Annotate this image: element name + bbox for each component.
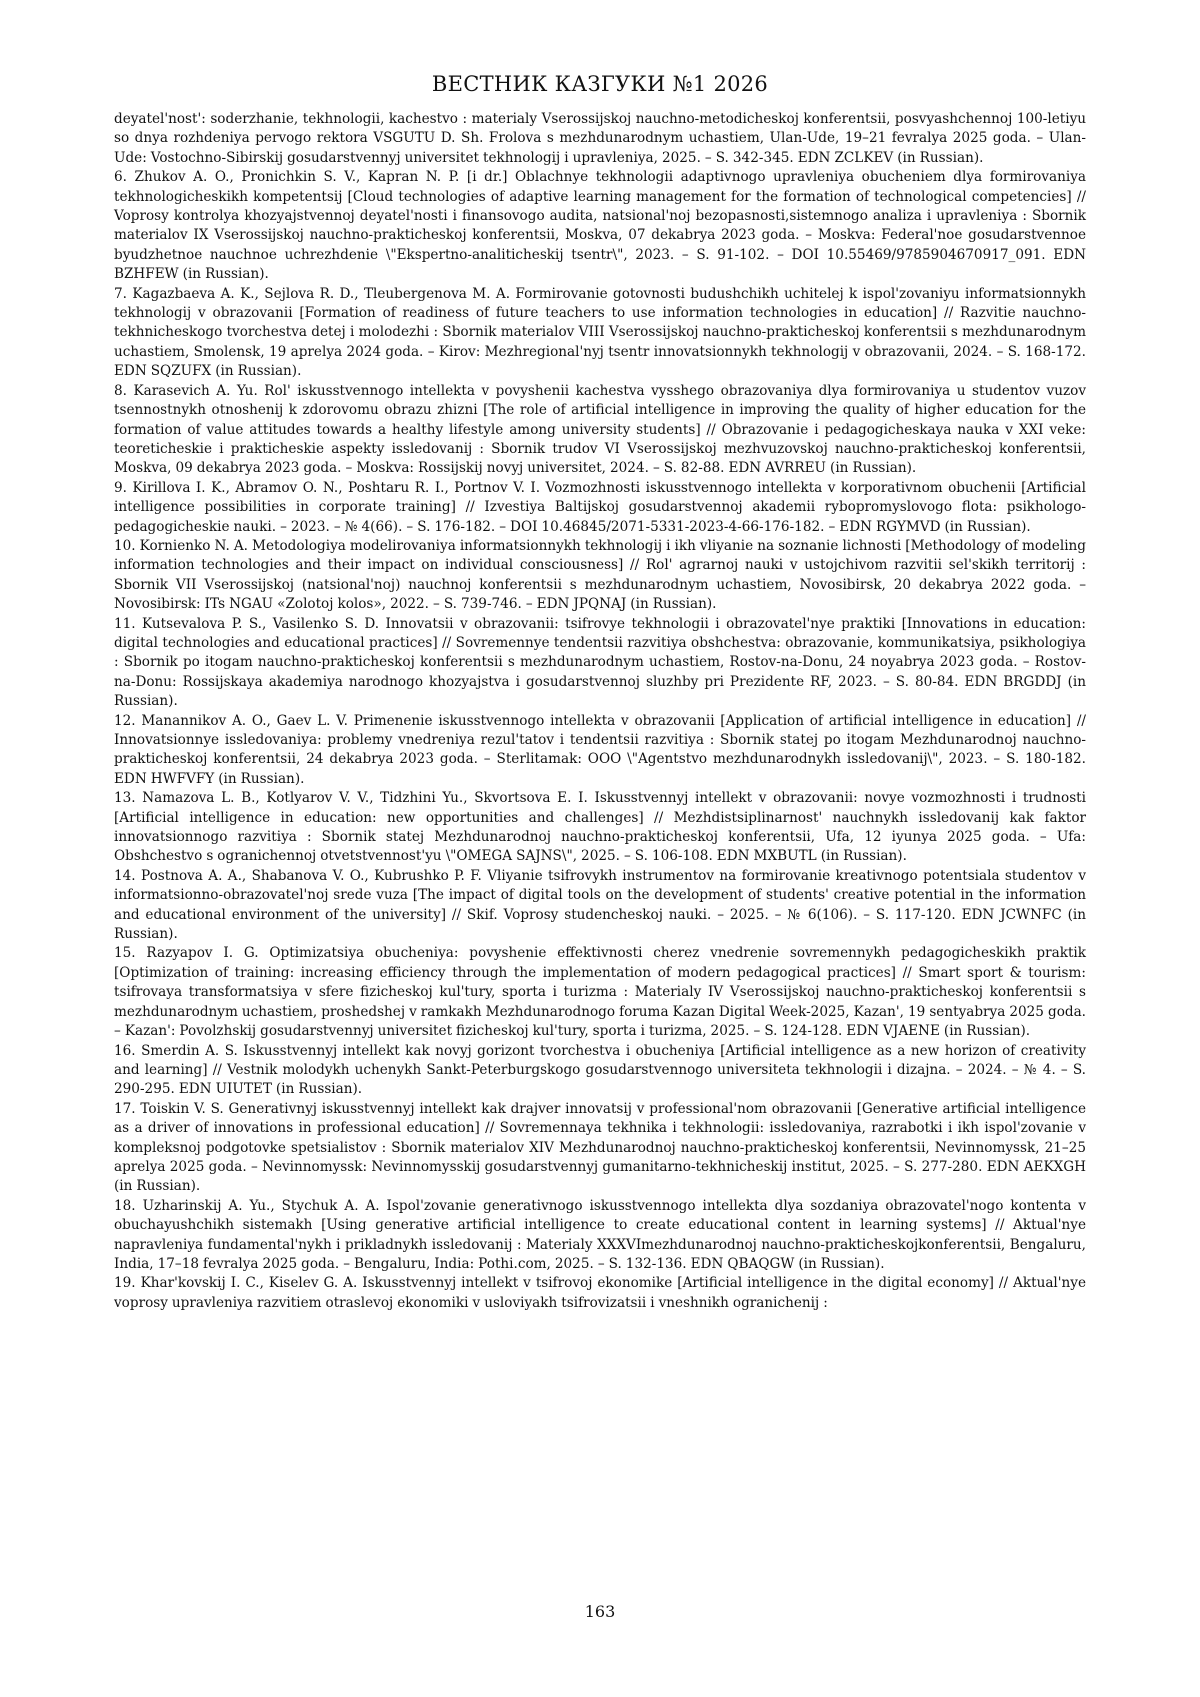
reference-item: 16. Smerdin A. S. Iskusstvennyj intellekt kak novyj gorizont tvorchestva i obucheniya [Artificial intelligence as a new horizon of creativity and learning] // Vestnik molodykh uchenykh Sankt-Peterburgskogo gosudarstvennogo universiteta tekhnologii i dizajna. – 2024. – № 4. – S. 290-295. EDN UIUTET (in Russian). bbox=[114, 1042, 1086, 1098]
reference-item: 19. Khar'kovskij I. C., Kiselev G. A. Iskusstvennyj intellekt v tsifrovoj ekonomike [Artificial intelligence in the digital economy] // Aktual'nye voprosy upravleniya razvitiem otraslevoj ekonomiki v usloviyakh tsifrovizatsii i vneshnikh ogranichenij : bbox=[114, 1275, 1086, 1311]
reference-item: 11. Kutsevalova P. S., Vasilenko S. D. Innovatsii v obrazovanii: tsifrovye tekhnologii i obrazovatel'nye praktiki [Innovations in education: digital technologies and educational practices] // Sovremennye tendentsii razvitiya obshchestva: obrazovanie, kommunikatsiya, psikhologiya : Sbornik po itogam nauchno-prakticheskoj konferentsii s mezhdunarodnym uchastiem, Rostov-na-Donu, 24 noyabrya 2023 goda. – Rostov-na-Donu: Rossijskaya akademiya narodnogo khozyajstva i gosudarstvennoj sluzhby pri Prezidente RF, 2023. – S. 80-84. EDN BRGDDJ (in Russian). bbox=[114, 615, 1086, 710]
reference-item: 7. Kagazbaeva A. K., Sejlova R. D., Tleubergenova M. A. Formirovanie gotovnosti budushchikh uchitelej k ispol'zovaniyu informatsionnykh tekhnologij v obrazovanii [Formation of readiness of future teachers to use information technologies in education] // Razvitie nauchno-tekhnicheskogo tvorchestva detej i molodezhi : Sbornik materialov VIII Vserossijskoj nauchno-prakticheskoj konferentsii s mezhdunarodnym uchastiem, Smolensk, 19 aprelya 2024 goda. – Kirov: Mezhregional'nyj tsentr innovatsionnykh tekhnologij v obrazovanii, 2024. – S. 168-172. EDN SQZUFX (in Russian). bbox=[114, 285, 1086, 380]
reference-item: 14. Postnova A. A., Shabanova V. O., Kubrushko P. F. Vliyanie tsifrovykh instrumentov na formirovanie kreativnogo potentsiala studentov v informatsionno-obrazovatel'noj srede vuza [The impact of digital tools on the development of students' creative potential in the information and educational environment of the university] // Skif. Voprosy studencheskoj nauki. – 2025. – № 6(106). – S. 117-120. EDN JCWNFC (in Russian). bbox=[114, 867, 1086, 943]
journal-header: ВЕСТНИК КАЗГУКИ №1 2026 bbox=[431, 72, 769, 96]
reference-item: 13. Namazova L. B., Kotlyarov V. V., Tidzhini Yu., Skvortsova E. I. Iskusstvennyj intellekt v obrazovanii: novye vozmozhnosti i trudnosti [Artificial intelligence in education: new opportunities and challenges] // Mezhdistsiplinarnost' nauchnykh issledovanij kak faktor innovatsionnogo razvitiya : Sbornik statej Mezhdunarodnoj nauchno-prakticheskoj konferentsii, Ufa, 12 iyunya 2025 goda. – Ufa: Obshchestvo s ogranichennoj otvetstvennost'yu \"OMEGA SAJNS\", 2025. – S. 106-108. EDN MXBUTL (in Russian). bbox=[114, 790, 1086, 865]
reference-item: 18. Uzharinskij A. Yu., Stychuk A. A. Ispol'zovanie generativnogo iskusstvennogo intellekta dlya sozdaniya obrazovatel'nogo kontenta v obuchayushchikh sistemakh [Using generative artificial intelligence to create educational content in learning systems] // Aktual'nye napravleniya fundamental'nykh i prikladnykh issledovanij : Materialy XXXVImezhdunarodnoj nauchno-prakticheskojkonferentsii, Bengaluru, India, 17–18 fevralya 2025 goda. – Bengaluru, India: Pothi.com, 2025. – S. 132-136. EDN QBAQGW (in Russian). bbox=[114, 1197, 1086, 1272]
reference-item: 6. Zhukov A. O., Pronichkin S. V., Kapran N. P. [i dr.] Oblachnye tekhnologii adaptivnogo upravleniya obucheniem dlya formirovaniya tekhnologicheskikh kompetentsij [Cloud technologies of adaptive learning management for the formation of technological competencies] // Voprosy kontrolya khozyajstvennoj deyatel'nosti i finansovogo audita, natsional'noj bezopasnosti,sistemnogo analiza i upravleniya : Sbornik materialov IX Vserossijskoj nauchno-prakticheskoj konferentsii, Moskva, 07 dekabrya 2023 goda. – Moskva: Federal'noe gosudarstvennoe byudzhetnoe nauchnoe uchrezhdenie \"Ekspertno-analiticheskij tsentr\", 2023. – S. 91-102. – DOI 10.55469/9785904670917_091. EDN BZHFEW (in Russian). bbox=[114, 169, 1086, 283]
reference-item: 17. Toiskin V. S. Generativnyj iskusstvennyj intellekt kak drajver innovatsij v professional'nom obrazovanii [Generative artificial intelligence as a driver of innovations in professional education] // Sovremennaya tekhnika i tekhnologii: issledovaniya, razrabotki i ikh ispol'zovanie v kompleksnoj podgotovke spetsialistov : Sbornik materialov XIV Mezhdunarodnoj nauchno-prakticheskoj konferentsii, Nevinnomyssk, 21–25 aprelya 2025 goda. – Nevinnomyssk: Nevinnomysskij gosudarstvennyj gumanitarno-tekhnicheskij institut, 2025. – S. 277-280. EDN AEKXGH (in Russian). bbox=[114, 1100, 1086, 1195]
page-number: 163 bbox=[584, 1602, 616, 1621]
reference-item: deyatel'nost': soderzhanie, tekhnologii, kachestvo : materialy Vserossijskoj nauchno-metodicheskoj konferentsii, posvyashchennoj 100-letiyu so dnya rozhdeniya pervogo rektora VSGUTU D. Sh. Frolova s mezhdunarodnym uchastiem, Ulan-Ude, 19–21 fevralya 2025 goda. – Ulan-Ude: Vostochno-Sibirskij gosudarstvennyj universitet tekhnologij i upravleniya, 2025. – S. 342-345. EDN ZCLKEV (in Russian). bbox=[114, 111, 1086, 166]
reference-item: 15. Razyapov I. G. Optimizatsiya obucheniya: povyshenie effektivnosti cherez vnedrenie sovremennykh pedagogicheskikh praktik [Optimization of training: increasing efficiency through the implementation of modern pedagogical practices] // Smart sport & tourism: tsifrovaya transformatsiya v sfere fizicheskoj kul'tury, sporta i turizma : Materialy IV Vserossijskoj nauchno-prakticheskoj konferentsii s mezhdunarodnym uchastiem, proshedshej v ramkakh Mezhdunarodnogo foruma Kazan Digital Week-2025, Kazan', 19 sentyabrya 2025 goda. – Kazan': Povolzhskij gosudarstvennyj universitet fizicheskoj kul'tury, sporta i turizma, 2025. – S. 124-128. EDN VJAENE (in Russian). bbox=[114, 945, 1086, 1040]
reference-list bbox=[114, 110, 1086, 1313]
reference-item: 8. Karasevich A. Yu. Rol' iskusstvennogo intellekta v povyshenii kachestva vysshego obrazovaniya dlya formirovaniya u studentov vuzov tsennostnykh otnoshenij k zdorovomu obrazu zhizni [The role of artificial intelligence in improving the quality of higher education for the formation of value attitudes towards a healthy lifestyle among university students] // Obrazovanie i pedagogicheskaya nauka v XXI veke: teoreticheskie i prakticheskie aspekty issledovanij : Sbornik trudov VI Vserossijskoj mezhvuzovskoj nauchno-prakticheskoj konferentsii, Moskva, 09 dekabrya 2023 goda. – Moskva: Rossijskij novyj universitet, 2024. – S. 82-88. EDN AVRREU (in Russian). bbox=[114, 382, 1086, 477]
reference-item: 10. Kornienko N. A. Metodologiya modelirovaniya informatsionnykh tekhnologij i ikh vliyanie na soznanie lichnosti [Methodology of modeling information technologies and their impact on individual consciousness] // Rol' agrarnoj nauki v ustojchivom razvitii sel'skikh territorij : Sbornik VII Vserossijskoj (natsional'noj) nauchnoj konferentsii s mezhdunarodnym uchastiem, Novosibirsk, 20 dekabrya 2022 goda. – Novosibirsk: ITs NGAU «Zolotoj kolos», 2022. – S. 739-746. – EDN JPQNAJ (in Russian). bbox=[114, 537, 1086, 613]
reference-item: 12. Manannikov A. O., Gaev L. V. Primenenie iskusstvennogo intellekta v obrazovanii [Application of artificial intelligence in education] // Innovatsionnye issledovaniya: problemy vnedreniya rezul'tatov i tendentsii razvitiya : Sbornik statej po itogam Mezhdunarodnoj nauchno-prakticheskoj konferentsii, 24 dekabrya 2023 goda. – Sterlitamak: OOO \"Agentstvo mezhdunarodnykh issledovanij\", 2023. – S. 180-182. EDN HWFVFY (in Russian). bbox=[114, 712, 1086, 787]
reference-item: 9. Kirillova I. K., Abramov O. N., Poshtaru R. I., Portnov V. I. Vozmozhnosti iskusstvennogo intellekta v korporativnom obuchenii [Artificial intelligence possibilities in corporate training] // Izvestiya Baltijskoj gosudarstvennoj akademii rybopromyslovogo flota: psikhologo-pedagogicheskie nauki. – 2023. – № 4(66). – S. 176-182. – DOI 10.46845/2071-5331-2023-4-66-176-182. – EDN RGYMVD (in Russian). bbox=[114, 479, 1086, 535]
